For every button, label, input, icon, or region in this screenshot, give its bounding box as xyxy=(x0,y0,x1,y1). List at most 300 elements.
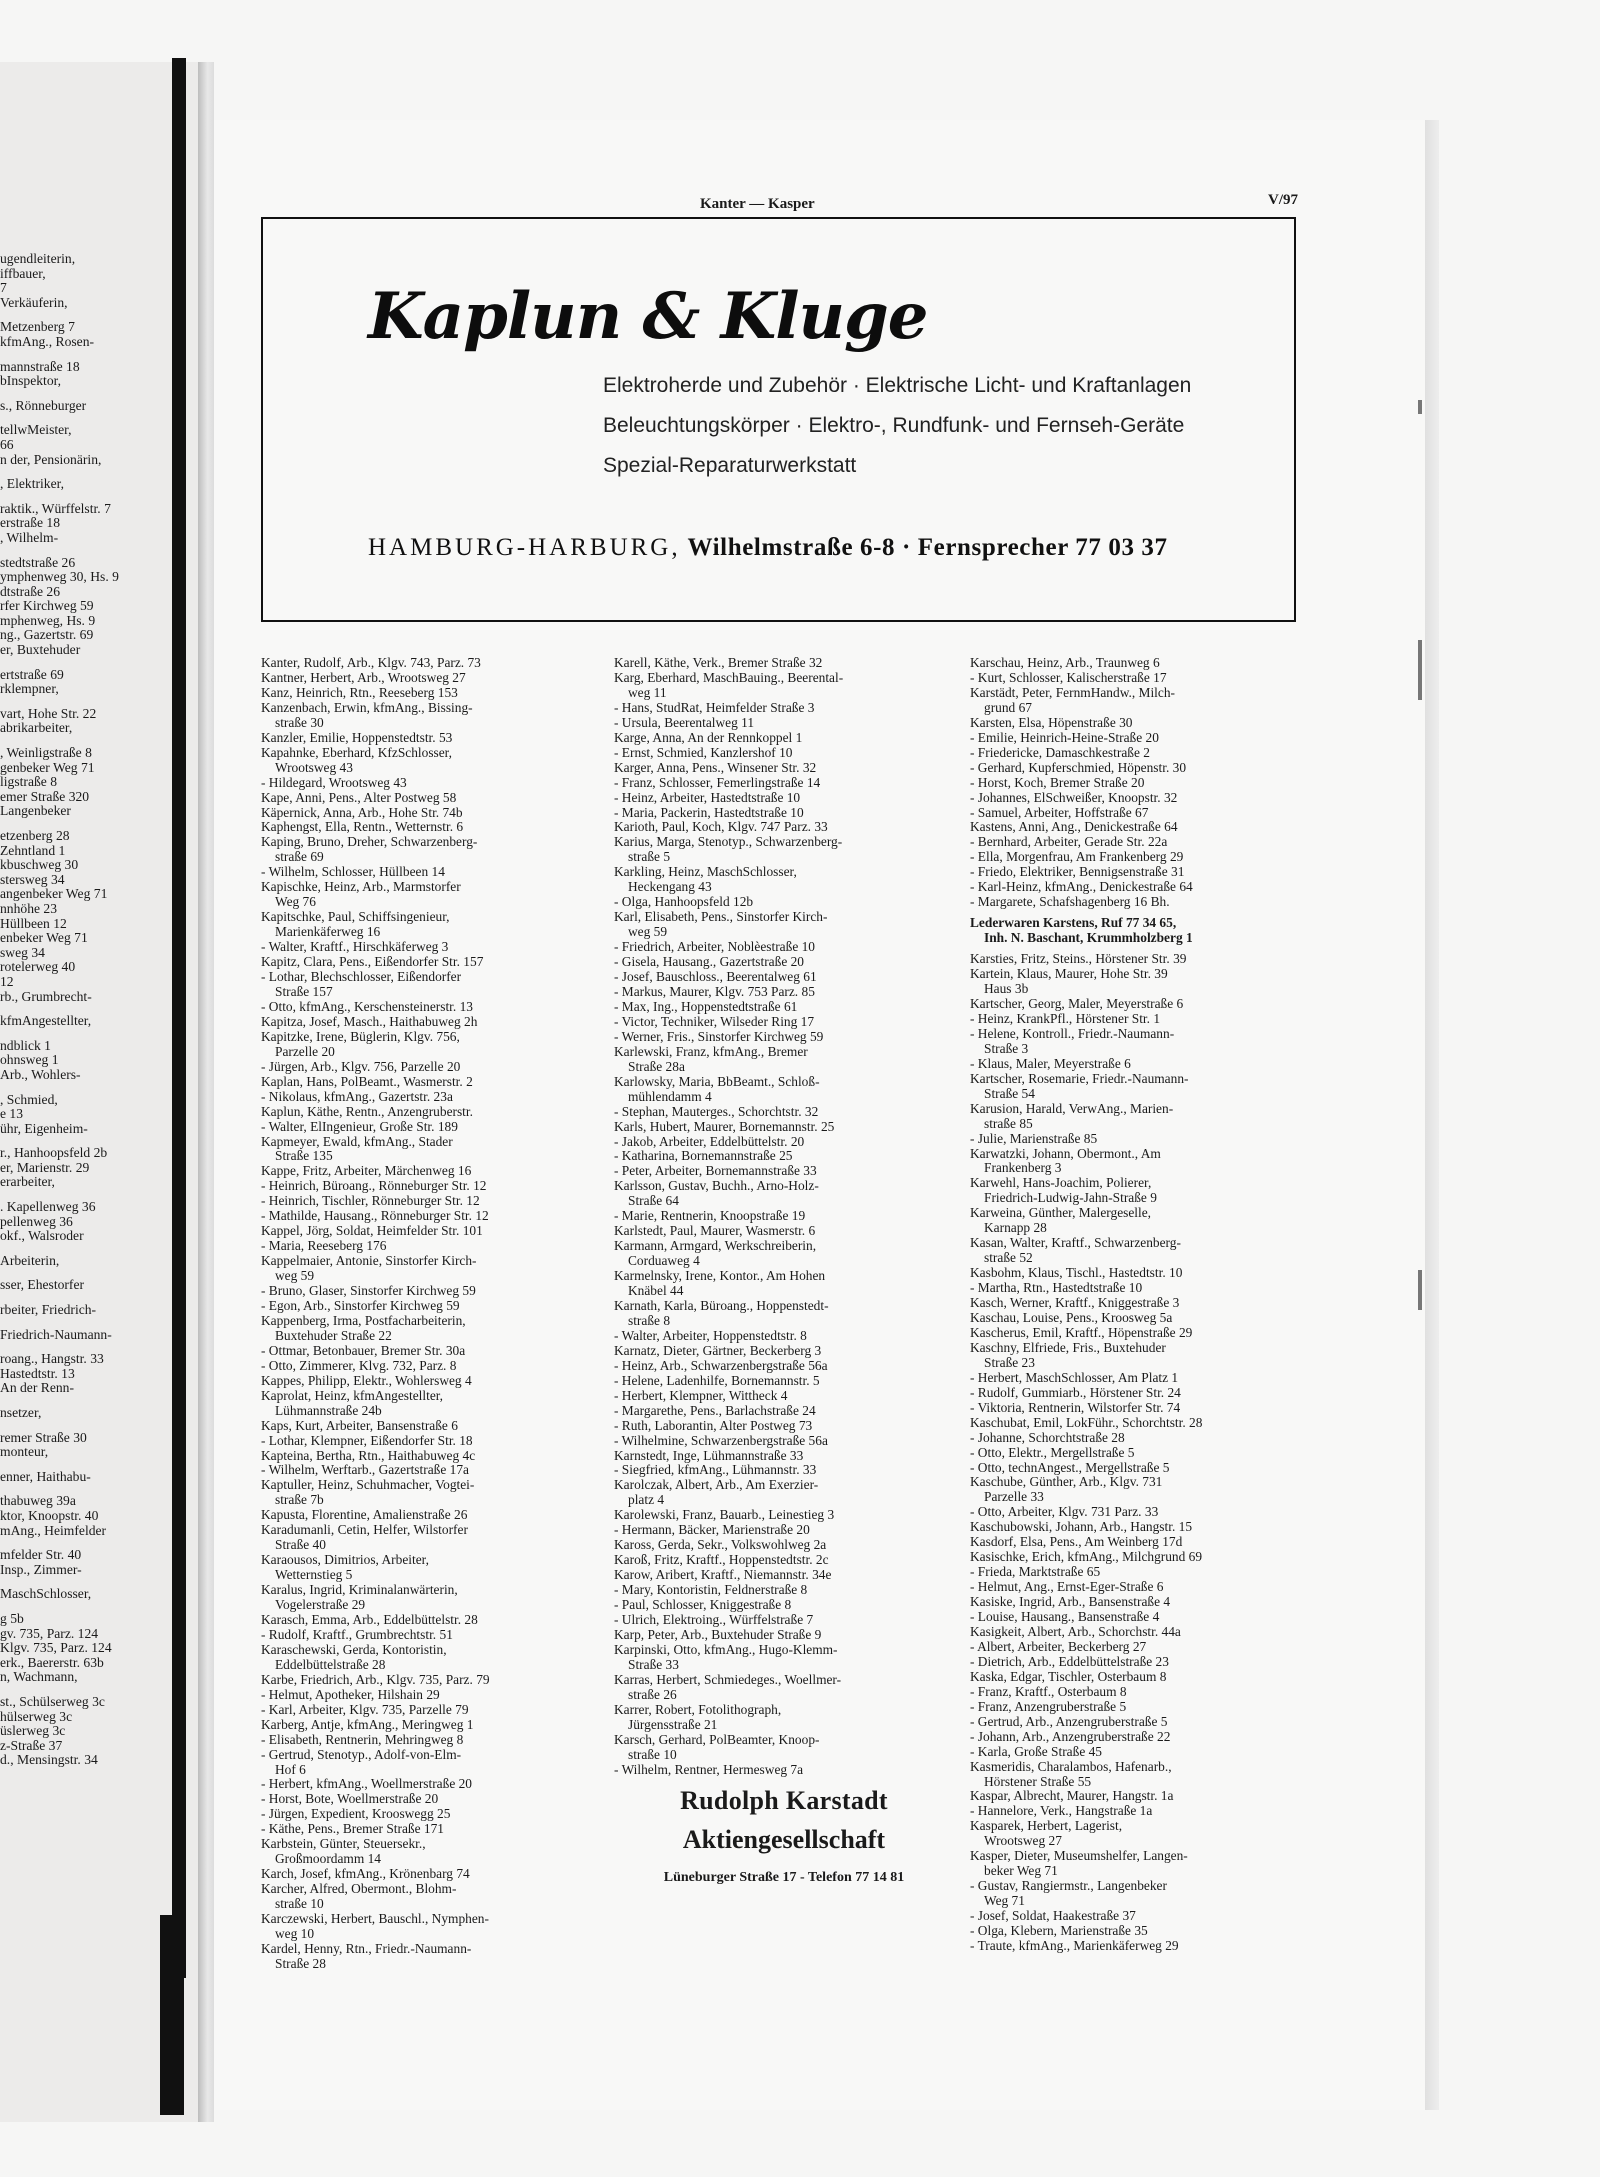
left-page-fragment-line: , Weinligstraße 8 xyxy=(0,746,92,761)
directory-entry-line: - Karla, Große Straße 45 xyxy=(970,1743,1102,1759)
left-page-fragment-line: An der Renn- xyxy=(0,1381,74,1396)
directory-entry-line: - Emilie, Heinrich-Heine-Straße 20 xyxy=(970,729,1159,745)
book-spine xyxy=(172,58,186,1978)
left-page-fragment-line: s., Rönneburger xyxy=(0,398,87,413)
directory-entry-line: Karweina, Günther, Malergeselle, xyxy=(970,1205,1152,1221)
directory-entry-line: - Wilhelm, Rentner, Hermesweg 7a xyxy=(614,1761,804,1777)
directory-entry-line: - Albert, Arbeiter, Beckerberg 27 xyxy=(970,1638,1147,1654)
directory-entry-line: Parzelle 20 xyxy=(275,1043,335,1059)
directory-entry-line: - Louise, Hausang., Bansenstraße 4 xyxy=(970,1609,1160,1625)
left-page-fragment-line: rklempner, xyxy=(0,682,59,697)
directory-entry-line: Karolczak, Albert, Arb., Am Exerzier- xyxy=(614,1477,819,1493)
directory-entry-line: - Viktoria, Rentnerin, Wilstorfer Str. 74 xyxy=(970,1399,1181,1415)
directory-entry-line: - Heinz, KrankPfl., Hörstener Str. 1 xyxy=(970,1010,1161,1026)
left-page-fragment-line: er, Marienstr. 29 xyxy=(0,1160,90,1175)
left-page-fragment-line: Metzenberg 7 xyxy=(0,320,75,335)
left-page-fragment-line: , Elektriker, xyxy=(0,477,64,492)
left-page-fragment-line: raktik., Würffelstr. 7 xyxy=(0,501,111,516)
left-page-fragment-line: mfelder Str. 40 xyxy=(0,1548,82,1563)
directory-entry-line: Straße 64 xyxy=(628,1193,679,1209)
directory-entry-line: Kanzler, Emilie, Hoppenstedtstr. 53 xyxy=(261,729,453,745)
directory-entry-line: Straße 28a xyxy=(628,1058,685,1074)
directory-entry-line: Kanz, Heinrich, Rtn., Reeseberg 153 xyxy=(261,684,458,700)
directory-entry-line: Kaska, Edgar, Tischler, Osterbaum 8 xyxy=(970,1668,1167,1684)
directory-entry-line: Karberg, Antje, kfmAng., Meringweg 1 xyxy=(261,1716,474,1732)
left-page-fragment-line: Hastedtstr. 13 xyxy=(0,1366,75,1381)
left-page-fragment-line: okf., Walsroder xyxy=(0,1229,84,1244)
directory-entry-line: - Horst, Bote, Woellmerstraße 20 xyxy=(261,1791,439,1807)
directory-entry-line: Straße 157 xyxy=(275,983,333,999)
directory-entry-line: Kapitza, Josef, Masch., Haithabuweg 2h xyxy=(261,1013,478,1029)
left-page-fragment-line: ühr, Eigenheim- xyxy=(0,1121,88,1136)
directory-entry-line: - Gerhard, Kupferschmied, Höpenstr. 30 xyxy=(970,759,1187,775)
directory-entry-line: Friedrich-Ludwig-Jahn-Straße 9 xyxy=(984,1190,1157,1206)
directory-entry-line: Kasigkeit, Albert, Arb., Schorchstr. 44a xyxy=(970,1624,1181,1639)
directory-entry-line: - Gertrud, Arb., Anzengruberstraße 5 xyxy=(970,1713,1168,1729)
directory-entry-line: Kaphengst, Ella, Rentn., Wetternstr. 6 xyxy=(261,819,464,835)
directory-entry-line: Lederwaren Karstens, Ruf 77 34 65, xyxy=(970,915,1177,931)
directory-entry-line: Kaprolat, Heinz, kfmAngestellter, xyxy=(261,1387,444,1403)
directory-entry-line: Karmelnsky, Irene, Kontor., Am Hohen xyxy=(614,1268,826,1284)
directory-entry-line: Karwatzki, Johann, Obermont., Am xyxy=(970,1145,1161,1161)
left-page-fragment-line: ng., Gazertstr. 69 xyxy=(0,628,94,643)
directory-entry-line: Kapitschke, Paul, Schiffsingenieur, xyxy=(261,909,450,925)
directory-entry-line: Karlstedt, Paul, Maurer, Wasmerstr. 6 xyxy=(614,1223,816,1239)
directory-entry-line: - Heinz, Arbeiter, Hastedtstraße 10 xyxy=(614,789,801,805)
left-page-fragment-line: rotelerweg 40 xyxy=(0,960,76,975)
karstadt-name: Rudolph Karstadt xyxy=(680,1786,888,1815)
left-page-fragment-line: d., Mensingstr. 34 xyxy=(0,1753,98,1768)
directory-entry-line: Karch, Josef, kfmAng., Krönenbarg 74 xyxy=(261,1866,470,1882)
directory-entry-line: Kapteina, Bertha, Rtn., Haithabuweg 4c xyxy=(261,1447,476,1463)
directory-entry-line: Karaschewski, Gerda, Kontoristin, xyxy=(261,1641,447,1657)
directory-entry-line: Karg, Eberhard, MaschBauing., Beerental- xyxy=(614,669,844,685)
left-page-fragment-line: Langenbeker xyxy=(0,804,71,819)
left-page-fragment-line: nnhöhe 23 xyxy=(0,901,58,916)
directory-entry-line: Kartein, Klaus, Maurer, Hohe Str. 39 xyxy=(970,966,1168,982)
directory-entry-line: - Johannes, ElSchweißer, Knoopstr. 32 xyxy=(970,789,1178,805)
directory-entry-line: - Marie, Rentnerin, Knoopstraße 19 xyxy=(614,1208,806,1224)
directory-entry-line: weg 59 xyxy=(275,1268,315,1284)
directory-entry-line: - Maria, Packerin, Hastedtstraße 10 xyxy=(614,804,804,820)
left-page-fragment-line: Arb., Wohlers- xyxy=(0,1067,81,1082)
directory-entry-line: - Ruth, Laborantin, Alter Postweg 73 xyxy=(614,1417,813,1433)
left-page-fragment-line: etzenberg 28 xyxy=(0,829,70,843)
left-page-fragment-line: genbeker Weg 71 xyxy=(0,760,95,775)
left-page-fragment-line: ertstraße 69 xyxy=(0,667,64,682)
left-page-fragment-line: dtstraße 26 xyxy=(0,584,61,599)
directory-entry-line: - Olga, Klebern, Marienstraße 35 xyxy=(970,1923,1148,1939)
directory-entry-line: Karczewski, Herbert, Bauschl., Nymphen- xyxy=(261,1911,489,1927)
directory-entry-line: Corduaweg 4 xyxy=(628,1253,700,1269)
directory-entry-line: - Egon, Arb., Sinstorfer Kirchweg 59 xyxy=(261,1297,460,1313)
directory-entry-line: - Samuel, Arbeiter, Hoffstraße 67 xyxy=(970,804,1149,820)
directory-entry-line: - Lothar, Blechschlosser, Eißendorfer xyxy=(261,969,462,985)
ad-address xyxy=(368,534,1168,562)
directory-entry-line: Straße 23 xyxy=(984,1354,1035,1370)
left-page-fragment-line: erk., Baererstr. 63b xyxy=(0,1655,104,1670)
directory-entry-line: - Stephan, Mauterges., Schorchtstr. 32 xyxy=(614,1103,819,1119)
left-page-fragment-line: g 5b xyxy=(0,1611,24,1626)
left-page-fragment-line: bInspektor, xyxy=(0,374,61,389)
directory-entry-line: - Otto, Elektr., Mergellstraße 5 xyxy=(970,1444,1135,1460)
directory-entry-line: Kapmeyer, Ewald, kfmAng., Stader xyxy=(261,1133,453,1149)
directory-entry-line: straße 8 xyxy=(628,1312,671,1328)
directory-entry-line: - Jürgen, Arb., Klgv. 756, Parzelle 20 xyxy=(261,1058,461,1074)
directory-entry-line: - Ottmar, Betonbauer, Bremer Str. 30a xyxy=(261,1342,466,1358)
left-page-fragment-line: Klgv. 735, Parz. 124 xyxy=(0,1641,112,1656)
directory-entry-line: Hof 6 xyxy=(275,1761,306,1777)
directory-entry-line: - Herbert, Klempner, Wittheck 4 xyxy=(614,1387,788,1403)
directory-entry-line: - Otto, Arbeiter, Klgv. 731 Parz. 33 xyxy=(970,1504,1159,1520)
directory-entry-line: Karmann, Armgard, Werkschreiberin, xyxy=(614,1238,817,1254)
directory-entry-line: Großmoordamm 14 xyxy=(275,1851,381,1867)
directory-entry-line: Kasparek, Herbert, Lagerist, xyxy=(970,1818,1123,1834)
directory-entry-line: Kasch, Werner, Kraftf., Kniggestraße 3 xyxy=(970,1295,1180,1311)
directory-entry-line: Kaschubat, Emil, LokFühr., Schorchtstr. 28 xyxy=(970,1414,1203,1430)
edge-mark xyxy=(1418,400,1422,414)
left-page-fragment-line: angenbeker Weg 71 xyxy=(0,887,108,902)
left-page-fragment-line: n der, Pensionärin, xyxy=(0,452,102,467)
directory-entry-line: - Josef, Bauschloss., Beerentalweg 61 xyxy=(614,969,817,985)
directory-entry-line: mühlendamm 4 xyxy=(628,1088,712,1104)
directory-entry-line: straße 30 xyxy=(275,714,324,730)
directory-column-1 xyxy=(261,656,601,1972)
left-page-fragment-line: sser, Ehestorfer xyxy=(0,1278,85,1293)
directory-entry-line: - Ulrich, Elektroing., Würffelstraße 7 xyxy=(614,1612,814,1627)
directory-entry-line: - Ursula, Beerentalweg 11 xyxy=(614,714,755,730)
left-page-fragment-line: pellenweg 36 xyxy=(0,1214,73,1229)
directory-entry-line: - Lothar, Klempner, Eißendorfer Str. 18 xyxy=(261,1432,473,1448)
directory-entry-line: Kappenberg, Irma, Postfacharbeiterin, xyxy=(261,1312,466,1328)
left-page-fragment-line: Zehntland 1 xyxy=(0,843,66,858)
directory-column-2 xyxy=(614,656,954,1777)
left-page-fragment-line: monteur, xyxy=(0,1445,49,1460)
directory-entry-line: Kaschny, Elfriede, Fris., Buxtehuder xyxy=(970,1339,1166,1355)
directory-entry-line: - Helene, Kontroll., Friedr.-Naumann- xyxy=(970,1025,1175,1041)
directory-entry-line: Kapusta, Florentine, Amalienstraße 26 xyxy=(261,1507,468,1523)
directory-entry-line: - Ella, Morgenfrau, Am Frankenberg 29 xyxy=(970,849,1184,865)
directory-entry-line: Knäbel 44 xyxy=(628,1283,684,1299)
left-page-fragment-line: Friedrich-Naumann- xyxy=(0,1327,112,1342)
left-page-fragment-line: , Wilhelm- xyxy=(0,530,59,545)
directory-entry-line: - Johann, Arb., Anzengruberstraße 22 xyxy=(970,1728,1171,1744)
directory-entry-line: - Wilhelm, Werftarb., Gazertstraße 17a xyxy=(261,1462,469,1478)
directory-entry-line: - Julie, Marienstraße 85 xyxy=(970,1130,1098,1146)
directory-entry-line: straße 85 xyxy=(984,1115,1033,1131)
directory-entry-line: - Dietrich, Arb., Eddelbüttelstraße 23 xyxy=(970,1653,1169,1669)
left-page-fragment-line: ymphenweg 30, Hs. 9 xyxy=(0,570,119,585)
directory-entry-line: Karcher, Alfred, Obermont., Blohm- xyxy=(261,1881,457,1897)
directory-entry-line: Karasch, Emma, Arb., Eddelbüttelstr. 28 xyxy=(261,1612,478,1627)
left-page-fragment-line: thabuweg 39a xyxy=(0,1494,76,1509)
directory-entry-line: Kanzenbach, Erwin, kfmAng., Bissing- xyxy=(261,699,473,715)
left-page-fragment-line: enbeker Weg 71 xyxy=(0,931,88,946)
directory-entry-line: - Gustav, Rangiermstr., Langenbeker xyxy=(970,1878,1167,1894)
directory-entry-line: - Otto, technAngest., Mergellstraße 5 xyxy=(970,1459,1170,1475)
directory-entry-line: Karnatz, Dieter, Gärtner, Beckerberg 3 xyxy=(614,1342,822,1358)
directory-entry-line: Kaschube, Günther, Arb., Klgv. 731 xyxy=(970,1474,1163,1490)
directory-entry-line: - Klaus, Maler, Meyerstraße 6 xyxy=(970,1055,1131,1071)
directory-entry-line: - Wilhelm, Schlosser, Hüllbeen 14 xyxy=(261,864,445,880)
left-page-fragment-line: stersweg 34 xyxy=(0,872,65,887)
left-page-fragment-line: r., Hanhoopsfeld 2b xyxy=(0,1146,108,1161)
directory-entry-line: Kappelmaier, Antonie, Sinstorfer Kirch- xyxy=(261,1253,477,1269)
directory-entry-line: Karlowsky, Maria, BbBeamt., Schloß- xyxy=(614,1073,820,1089)
directory-entry-line: straße 7b xyxy=(275,1492,324,1508)
directory-entry-line: beker Weg 71 xyxy=(984,1863,1058,1879)
directory-entry-line: Kappes, Philipp, Elektr., Wohlersweg 4 xyxy=(261,1372,472,1388)
left-page-fragment-line: stedtstraße 26 xyxy=(0,555,76,570)
directory-entry-line: Frankenberg 3 xyxy=(984,1160,1062,1176)
directory-entry-line: Karusion, Harald, VerwAng., Marien- xyxy=(970,1100,1174,1116)
left-page-fragment-line: erstraße 18 xyxy=(0,516,61,531)
directory-entry-line: - Markus, Maurer, Klgv. 753 Parz. 85 xyxy=(614,983,815,999)
directory-entry-line: Karell, Käthe, Verk., Bremer Straße 32 xyxy=(614,655,823,670)
ad-line-repair: Spezial-Reparaturwerkstatt xyxy=(603,454,857,477)
directory-entry-line: platz 4 xyxy=(628,1492,665,1508)
directory-entry-line: - Walter, Kraftf., Hirschkäferweg 3 xyxy=(261,939,449,955)
directory-entry-line: Kantner, Herbert, Arb., Wrootsweg 27 xyxy=(261,669,466,685)
page-edge-shadow xyxy=(1425,120,1439,2110)
left-page-fragment-line: mannstraße 18 xyxy=(0,359,80,374)
left-page-fragment-line: nsetzer, xyxy=(0,1406,42,1420)
left-page-fragment-line: abrikarbeiter, xyxy=(0,721,73,736)
directory-entry-line: Karstädt, Peter, FernmHandw., Milch- xyxy=(970,684,1175,700)
directory-entry-line: straße 52 xyxy=(984,1250,1033,1266)
directory-entry-line: Eddelbüttelstraße 28 xyxy=(275,1656,386,1672)
left-page-fragment-line: sweg 34 xyxy=(0,945,45,960)
left-page-fragment-line: ohnsweg 1 xyxy=(0,1053,59,1068)
directory-entry-line: Kaplan, Hans, PolBeamt., Wasmerstr. 2 xyxy=(261,1073,473,1089)
left-page-fragment-line: Arbeiterin, xyxy=(0,1253,60,1268)
directory-entry-line: Kapahnke, Eberhard, KfzSchlosser, xyxy=(261,744,452,760)
directory-entry-line: Karsch, Gerhard, PolBeamter, Knoop- xyxy=(614,1731,820,1747)
directory-entry-line: Jürgensstraße 21 xyxy=(628,1716,718,1732)
directory-entry-line: Kapitz, Clara, Pens., Eißendorfer Str. 157 xyxy=(261,954,484,970)
directory-entry-line: Karsties, Fritz, Steins., Hörstener Str. 39 xyxy=(970,951,1187,967)
directory-entry-line: Karpinski, Otto, kfmAng., Hugo-Klemm- xyxy=(614,1641,838,1657)
directory-entry-line: Kasbohm, Klaus, Tischl., Hastedtstr. 10 xyxy=(970,1265,1183,1281)
directory-entry-line: - Hildegard, Wrootsweg 43 xyxy=(261,774,407,790)
directory-entry-line: - Jakob, Arbeiter, Eddelbüttelstr. 20 xyxy=(614,1133,805,1149)
directory-entry-line: straße 5 xyxy=(628,849,671,865)
directory-entry-line: Karwehl, Hans-Joachim, Polierer, xyxy=(970,1175,1152,1191)
directory-entry-line: Karbstein, Günter, Steuersekr., xyxy=(261,1836,426,1852)
directory-entry-line: - Heinrich, Büroang., Rönneburger Str. 12 xyxy=(261,1178,487,1194)
directory-entry-line: Kartscher, Georg, Maler, Meyerstraße 6 xyxy=(970,995,1184,1011)
left-page-fragment-line: z-Straße 37 xyxy=(0,1738,63,1753)
directory-entry-line: - Siegfried, kfmAng., Lühmannstr. 33 xyxy=(614,1462,817,1478)
left-page-fragment-line: üslerweg 3c xyxy=(0,1724,66,1739)
directory-entry-line: Kasiske, Ingrid, Arb., Bansenstraße 4 xyxy=(970,1594,1171,1610)
directory-entry-line: Kapischke, Heinz, Arb., Marmstorfer xyxy=(261,879,461,895)
directory-entry-line: - Josef, Soldat, Haakestraße 37 xyxy=(970,1908,1136,1924)
directory-entry-line: - Heinz, Arb., Schwarzenbergstraße 56a xyxy=(614,1357,828,1373)
directory-entry-line: Kastens, Anni, Ang., Denickestraße 64 xyxy=(970,819,1178,835)
directory-entry-line: - Ernst, Schmied, Kanzlershof 10 xyxy=(614,744,793,760)
page-number: V/97 xyxy=(1268,192,1298,208)
ad-line-devices: Beleuchtungskörper · Elektro-, Rundfunk- und Fernseh-Geräte xyxy=(603,414,1185,437)
directory-entry-line: Käpernick, Anna, Arb., Hohe Str. 74b xyxy=(261,804,463,820)
directory-entry-line: Straße 33 xyxy=(628,1656,679,1672)
directory-entry-line: Straße 135 xyxy=(275,1148,333,1164)
directory-entry-line: straße 26 xyxy=(628,1686,677,1702)
directory-entry-line: Lühmannstraße 24b xyxy=(275,1402,382,1418)
left-page-fragment-line: vart, Hohe Str. 22 xyxy=(0,706,97,721)
directory-entry-line: - Gertrud, Stenotyp., Adolf-von-Elm- xyxy=(261,1746,462,1762)
directory-entry-line: Kapitzke, Irene, Büglerin, Klgv. 756, xyxy=(261,1028,460,1044)
directory-entry-line: weg 11 xyxy=(628,684,667,700)
directory-entry-line: - Frieda, Marktstraße 65 xyxy=(970,1564,1101,1580)
directory-entry-line: Kasmeridis, Charalambos, Hafenarb., xyxy=(970,1758,1172,1774)
directory-entry-line: Kartscher, Rosemarie, Friedr.-Naumann- xyxy=(970,1070,1189,1086)
directory-entry-line: Hörstener Straße 55 xyxy=(984,1773,1092,1789)
directory-entry-line: Karger, Anna, Pens., Winsener Str. 32 xyxy=(614,759,817,775)
directory-entry-line: Karalus, Ingrid, Kriminalanwärterin, xyxy=(261,1582,458,1598)
directory-entry-line: Vogelerstraße 29 xyxy=(275,1597,366,1613)
left-page-fragment-line: , Schmied, xyxy=(0,1092,58,1107)
ad-address-street-phone: Wilhelmstraße 6-8 · Fernsprecher 77 03 37 xyxy=(687,534,1168,561)
page-gutter xyxy=(198,62,214,2122)
directory-entry-line: - Heinrich, Tischler, Rönneburger Str. 12 xyxy=(261,1193,480,1209)
left-page-fragment-line: 12 xyxy=(0,974,14,989)
directory-entry-line: Karlewski, Franz, kfmAng., Bremer xyxy=(614,1043,808,1059)
directory-entry-line: - Käthe, Pens., Bremer Straße 171 xyxy=(261,1821,444,1837)
ad-address-city: HAMBURG-HARBURG, xyxy=(368,534,681,561)
directory-entry-line: Kappel, Jörg, Soldat, Heimfelder Str. 101 xyxy=(261,1223,483,1239)
directory-entry-line: Kardel, Henny, Rtn., Friedr.-Naumann- xyxy=(261,1940,472,1956)
left-page-fragment-line: ugendleiterin, xyxy=(0,252,76,266)
ad-line-products: Elektroherde und Zubehör · Elektrische Licht- und Kraftanlagen xyxy=(603,374,1192,397)
directory-entry-line: - Peter, Arbeiter, Bornemannstraße 33 xyxy=(614,1163,817,1179)
left-page-fragment-line: ndblick 1 xyxy=(0,1038,51,1053)
directory-entry-line: - Gisela, Hausang., Gazertstraße 20 xyxy=(614,954,804,970)
directory-entry-line: Karius, Marga, Stenotyp., Schwarzenberg- xyxy=(614,834,843,850)
directory-entry-line: Weg 71 xyxy=(984,1893,1025,1909)
left-page-fragment-line: er, Buxtehuder xyxy=(0,643,81,658)
directory-entry-line: straße 69 xyxy=(275,849,324,865)
directory-entry-line: Parzelle 33 xyxy=(984,1489,1044,1505)
directory-entry-line: - Elisabeth, Rentnerin, Mehringweg 8 xyxy=(261,1731,464,1747)
directory-entry-line: Kaross, Gerda, Sekr., Volkswohlweg 2a xyxy=(614,1537,827,1553)
left-page-fragment-line: mphenweg, Hs. 9 xyxy=(0,613,96,628)
directory-entry-line: - Horst, Koch, Bremer Straße 20 xyxy=(970,774,1145,790)
left-page-fragment-line: 66 xyxy=(0,437,14,452)
directory-entry-line: Karschau, Heinz, Arb., Traunweg 6 xyxy=(970,655,1160,670)
directory-entry-line: Kaping, Bruno, Dreher, Schwarzenberg- xyxy=(261,834,478,850)
directory-entry-line: - Karl-Heinz, kfmAng., Denickestraße 64 xyxy=(970,879,1193,895)
left-page-fragment-line: emer Straße 320 xyxy=(0,789,90,804)
running-head: Kanter — Kasper xyxy=(700,196,815,212)
directory-entry-line: Karp, Peter, Arb., Buxtehuder Straße 9 xyxy=(614,1626,822,1642)
directory-entry-line: Kasischke, Erich, kfmAng., Milchgrund 69 xyxy=(970,1549,1203,1565)
directory-entry-line: Karnath, Karla, Büroang., Hoppenstedt- xyxy=(614,1297,829,1313)
directory-entry-line: Kaschubowski, Johann, Arb., Hangstr. 15 xyxy=(970,1519,1193,1535)
directory-entry-line: - Friedo, Elektriker, Bennigsenstraße 31 xyxy=(970,864,1185,880)
left-page-fragment-line: kfmAng., Rosen- xyxy=(0,334,95,349)
directory-entry-line: Marienkäferweg 16 xyxy=(275,924,381,940)
left-page-fragment-line: erarbeiter, xyxy=(0,1175,55,1190)
directory-entry-line: Kappe, Fritz, Arbeiter, Märchenweg 16 xyxy=(261,1163,472,1179)
directory-entry-line: - Rudolf, Gummiarb., Hörstener Str. 24 xyxy=(970,1384,1181,1400)
directory-entry-line: Straße 28 xyxy=(275,1955,326,1971)
directory-entry-line: Karioth, Paul, Koch, Klgv. 747 Parz. 33 xyxy=(614,819,828,835)
directory-entry-line: Kaps, Kurt, Arbeiter, Bansenstraße 6 xyxy=(261,1417,458,1433)
directory-entry-line: Karras, Herbert, Schmiedeges., Woellmer- xyxy=(614,1671,842,1687)
directory-entry-line: - Helene, Ladenhilfe, Bornemannstr. 5 xyxy=(614,1372,820,1388)
directory-entry-line: Karolewski, Franz, Bauarb., Leinestieg 3 xyxy=(614,1507,835,1523)
directory-entry-line: Karkling, Heinz, MaschSchlosser, xyxy=(614,864,797,880)
directory-entry-line: Karlsson, Gustav, Buchh., Arno-Holz- xyxy=(614,1178,819,1194)
directory-column-3 xyxy=(970,656,1310,1954)
directory-entry-line: Kasper, Dieter, Museumshelfer, Langen- xyxy=(970,1848,1188,1864)
directory-entry-line: Karnapp 28 xyxy=(984,1220,1047,1236)
left-page-fragment-line: 7 xyxy=(0,281,7,296)
directory-entry-line: Kaschau, Louise, Pens., Kroosweg 5a xyxy=(970,1309,1173,1325)
directory-entry-line: Kascherus, Emil, Kraftf., Höpenstraße 29 xyxy=(970,1324,1193,1340)
left-page-fragment-line: remer Straße 30 xyxy=(0,1430,87,1445)
directory-entry-line: Straße 40 xyxy=(275,1537,326,1553)
directory-entry-line: - Karl, Arbeiter, Klgv. 735, Parzelle 79 xyxy=(261,1701,469,1717)
left-page-fragment-line: Verkäuferin, xyxy=(0,295,68,310)
directory-entry-line: - Otto, kfmAng., Kerschensteinerstr. 13 xyxy=(261,998,473,1014)
directory-entry-line: - Wilhelmine, Schwarzenbergstraße 56a xyxy=(614,1432,828,1448)
left-page-fragment-line: tellwMeister, xyxy=(0,423,72,438)
directory-entry-line: Haus 3b xyxy=(984,981,1029,997)
directory-entry-line: Straße 3 xyxy=(984,1040,1029,1056)
directory-entry-line: - Hermann, Bäcker, Marienstraße 20 xyxy=(614,1522,810,1538)
left-page-fragment-line: e 13 xyxy=(0,1107,24,1122)
directory-entry-line: weg 10 xyxy=(275,1926,315,1942)
directory-entry-line: - Franz, Schlosser, Femerlingstraße 14 xyxy=(614,774,821,790)
directory-entry-line: - Jürgen, Expedient, Krooswegg 25 xyxy=(261,1806,451,1822)
directory-entry-line: - Herbert, MaschSchlosser, Am Platz 1 xyxy=(970,1369,1179,1385)
left-page-fragment-line: enner, Haithabu- xyxy=(0,1469,91,1484)
directory-entry-line: Inh. N. Baschant, Krummholzberg 1 xyxy=(984,930,1193,946)
ad-logo: Kaplun & Kluge xyxy=(368,279,928,354)
book-spine-lower xyxy=(160,1915,184,2115)
directory-entry-line: Kape, Anni, Pens., Alter Postweg 58 xyxy=(261,789,457,805)
directory-entry-line: Karrer, Robert, Fotolithograph, xyxy=(614,1701,782,1717)
directory-entry-line: - Werner, Fris., Sinstorfer Kirchweg 59 xyxy=(614,1028,824,1044)
directory-entry-line: - Hannelore, Verk., Hangstraße 1a xyxy=(970,1803,1153,1819)
directory-entry-line: Karl, Elisabeth, Pens., Sinstorfer Kirch- xyxy=(614,909,828,925)
directory-entry-line: Karls, Hubert, Maurer, Bornemannstr. 25 xyxy=(614,1118,835,1134)
directory-entry-line: Karadumanli, Cetin, Helfer, Wilstorfer xyxy=(261,1522,468,1538)
edge-mark xyxy=(1418,1270,1422,1310)
directory-entry-line: Kasan, Walter, Kraftf., Schwarzenberg- xyxy=(970,1235,1181,1251)
directory-entry-line: - Katharina, Bornemannstraße 25 xyxy=(614,1148,793,1164)
directory-entry-line: - Bruno, Glaser, Sinstorfer Kirchweg 59 xyxy=(261,1283,476,1299)
directory-entry-line: Karge, Anna, An der Rennkoppel 1 xyxy=(614,729,803,745)
left-page-fragment-line: . Kapellenweg 36 xyxy=(0,1200,96,1215)
left-page-fragment-line: rfer Kirchweg 59 xyxy=(0,599,94,614)
directory-entry-line: - Mary, Kontoristin, Feldnerstraße 8 xyxy=(614,1582,808,1598)
left-page-fragment-line: gv. 735, Parz. 124 xyxy=(0,1626,99,1641)
directory-entry-line: Buxtehuder Straße 22 xyxy=(275,1327,392,1343)
directory-entry-line: Weg 76 xyxy=(275,894,316,910)
directory-entry-line: - Margarete, Schafshagenberg 16 Bh. xyxy=(970,894,1170,910)
directory-entry-line: - Hans, StudRat, Heimfelder Straße 3 xyxy=(614,699,815,715)
directory-entry-line: Karoß, Fritz, Kraftf., Hoppenstedtstr. 2c xyxy=(614,1552,829,1568)
left-page-fragment-line: Hüllbeen 12 xyxy=(0,916,67,931)
directory-entry-line: - Nikolaus, kfmAng., Gazertstr. 23a xyxy=(261,1088,453,1104)
directory-entry-line: - Max, Ing., Hoppenstedtstraße 61 xyxy=(614,998,798,1014)
directory-entry-line: Wrootsweg 43 xyxy=(275,759,353,775)
edge-mark xyxy=(1418,640,1422,700)
directory-entry-line: - Kurt, Schlosser, Kalischerstraße 17 xyxy=(970,669,1167,685)
